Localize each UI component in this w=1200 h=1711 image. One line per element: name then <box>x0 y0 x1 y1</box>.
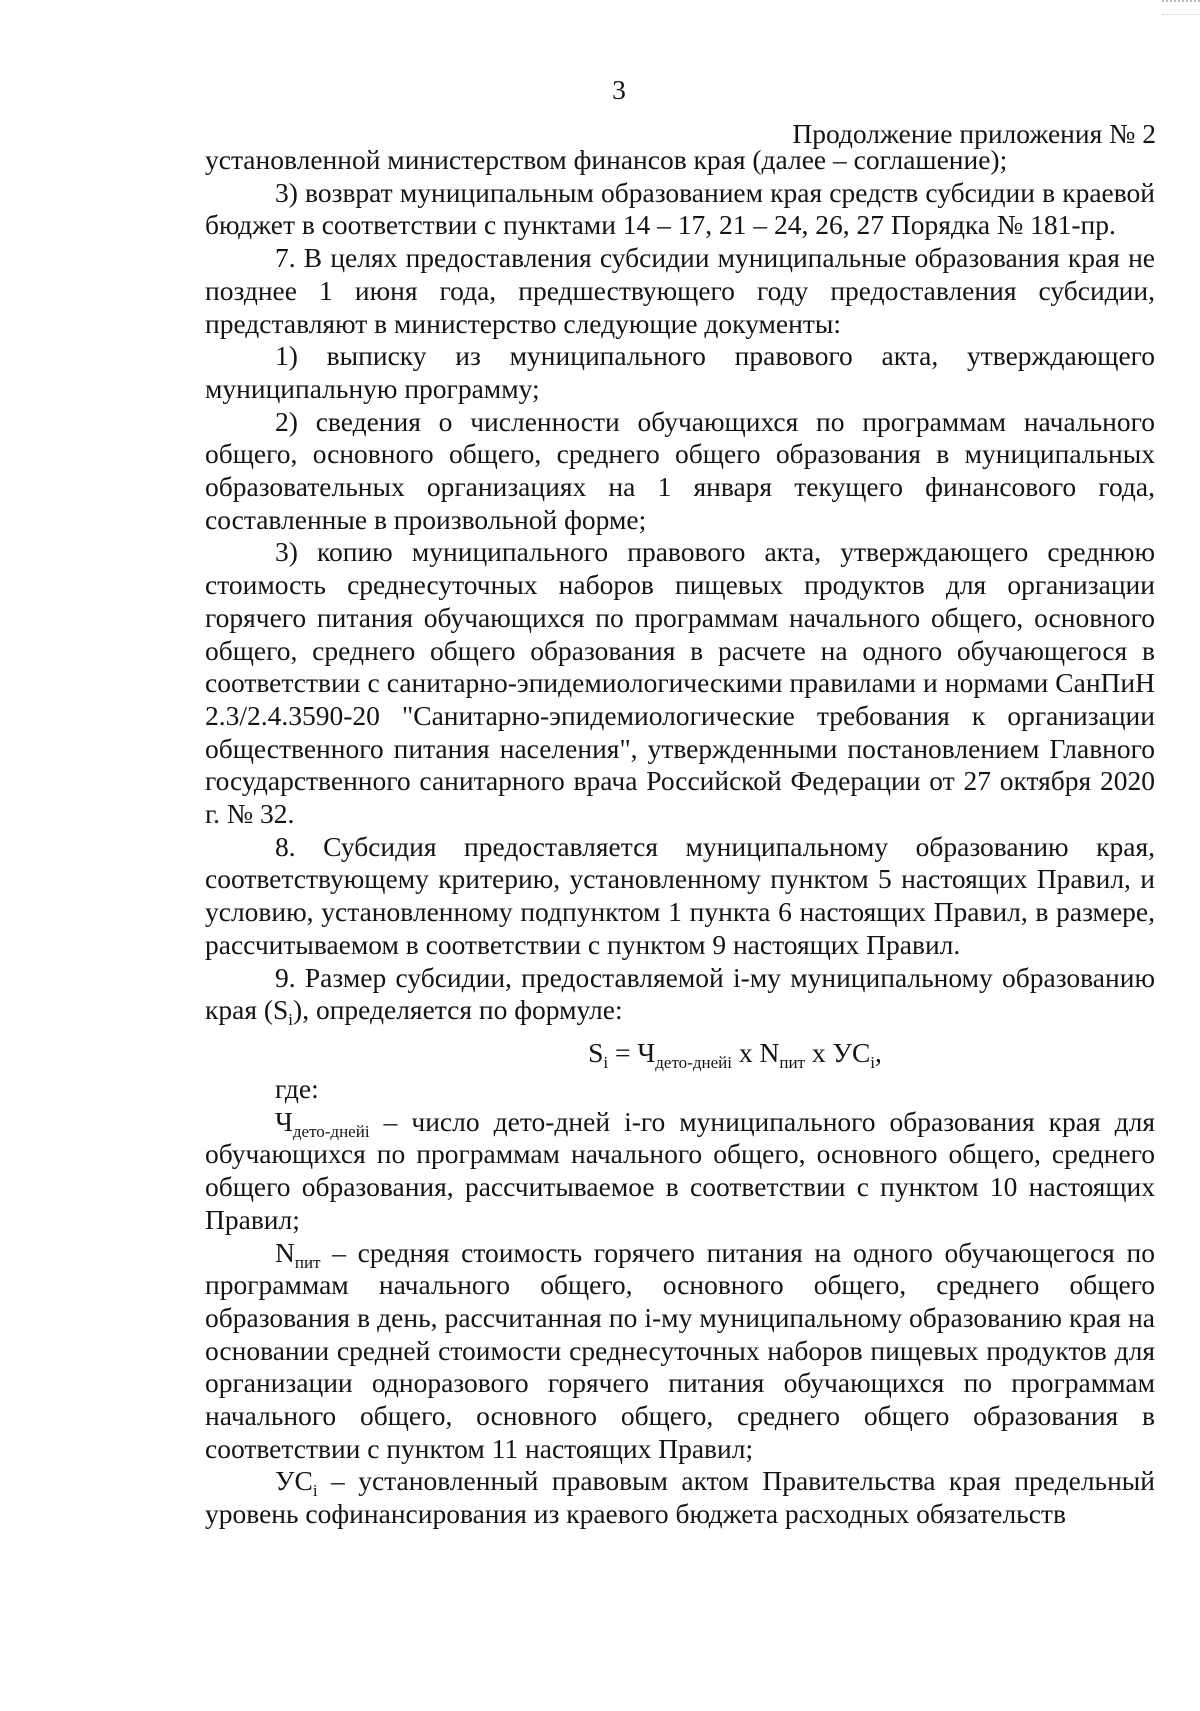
formula-term2-sub: пит <box>779 1052 805 1072</box>
subsidy-formula <box>205 1033 1155 1073</box>
paragraph-agreement: установленной министерством финансов края (далее – соглашение); <box>205 144 1008 175</box>
definition-meal-cost <box>205 1237 1155 1466</box>
item-9-symbol: S <box>273 994 289 1026</box>
definition-child-days <box>205 1106 1155 1237</box>
paragraph-item-8: 8. Субсидия предоставляется муниципальному образованию края, соответствующему критерию, установленному пунктом 5 настоящих Правил, и условию, установленному подпунктом 1 пункта 6 настоящих Правил, в размере, рассчитываемом в соответствии с пунктом 9 настоящих Правил. <box>205 830 1155 960</box>
formula-x2: x УС <box>804 1036 871 1068</box>
paragraph-item-9 <box>205 961 1155 1030</box>
formula-end: , <box>875 1036 882 1068</box>
paragraph-item-7: 7. В целях предоставления субсидии муниципальные образования края не позднее 1 июня года, предшествующего году предоставления субсидии, представляют в министерство следующие документы: <box>205 242 1155 339</box>
item-9-tail: ), определяется по формуле: <box>293 994 623 1026</box>
definition-meal-cost-sub: пит <box>294 1252 321 1272</box>
item-9-text: 9. Размер субсидии, предоставляемой i-му муниципальному образованию края ( <box>205 961 1155 1026</box>
definition-meal-cost-symbol: N <box>275 1236 295 1268</box>
document-body <box>205 144 1155 1531</box>
paragraph-legal-act-copy: 3) копию муниципального правового акта, утверждающего среднюю стоимость среднесуточных наборов пищевых продуктов для организации горячего питания обучающихся по программам начального общего, основного общего, среднего общего образования в расчете на одного обучающегося в соответствии с санитарно-эпидемиологическими правилами и нормами СанПиН 2.3/2.4.3590-20 "Санитарно-эпидемиологические требования к организации общественного питания населения", утвержденными постановлением Главного государственного санитарного врача Российской Федерации от 27 октября 2020 г. № 32. <box>205 536 1155 830</box>
definition-child-days-sub: дето-днейi <box>292 1121 370 1141</box>
paragraph-extract: 1) выписку из муниципального правового акта, утверждающего муниципальную программу; <box>205 340 1155 404</box>
page-number: 3 <box>612 74 626 105</box>
paragraph-student-count: 2) сведения о численности обучающихся по программам начального общего, основного общего, среднего общего образования в муниципальных образовательных организациях на 1 января текущего финансового года, составленные в произвольной форме; <box>205 405 1155 535</box>
definition-cofinancing-symbol: УС <box>275 1465 313 1497</box>
formula-lhs-sub: i <box>603 1052 609 1072</box>
definition-child-days-symbol: Ч <box>275 1105 293 1137</box>
formula-x1: x N <box>731 1036 780 1068</box>
definition-cofinancing-text: – установленный правовым актом Правительства края предельный уровень софинансирования из краевого бюджета расходных обязательств <box>205 1465 1155 1530</box>
scan-corner-mark <box>1162 0 1200 15</box>
paragraph-return-funds: 3) возврат муниципальным образованием края средств субсидии в краевой бюджет в соответствии с пунктами 14 – 17, 21 – 24, 26, 27 Порядка № 181-пр. <box>205 176 1155 241</box>
formula-term3-sub: i <box>870 1052 876 1072</box>
continuation-header: Продолжение приложения № 2 <box>792 118 1156 149</box>
item-9-symbol-sub: i <box>288 1010 294 1030</box>
formula-eq: = Ч <box>608 1036 656 1068</box>
paragraph-where: где: <box>275 1072 319 1104</box>
definition-cofinancing-level <box>205 1465 1155 1530</box>
formula-term1-sub: дето-днейi <box>655 1052 732 1072</box>
definition-child-days-text: – число дето-дней i-го муниципального образования края для обучающихся по программам начального общего, основного общего, среднего общего образования, рассчитываемое в соответствии с пунктом 10 настоящих Правил; <box>205 1105 1155 1235</box>
definition-meal-cost-text: – средняя стоимость горячего питания на одного обучающегося по программам начального общего, основного общего, среднего общего образования в день, рассчитанная по i-му муниципальному образованию края на основании средней стоимости среднесуточных наборов пищевых продуктов для организации одноразового горячего питания обучающихся по программам начального общего, основного общего, среднего общего образования в соответствии с пунктом 11 настоящих Правил; <box>205 1236 1155 1464</box>
formula-lhs: S <box>588 1036 604 1068</box>
definition-cofinancing-sub: i <box>312 1481 318 1501</box>
